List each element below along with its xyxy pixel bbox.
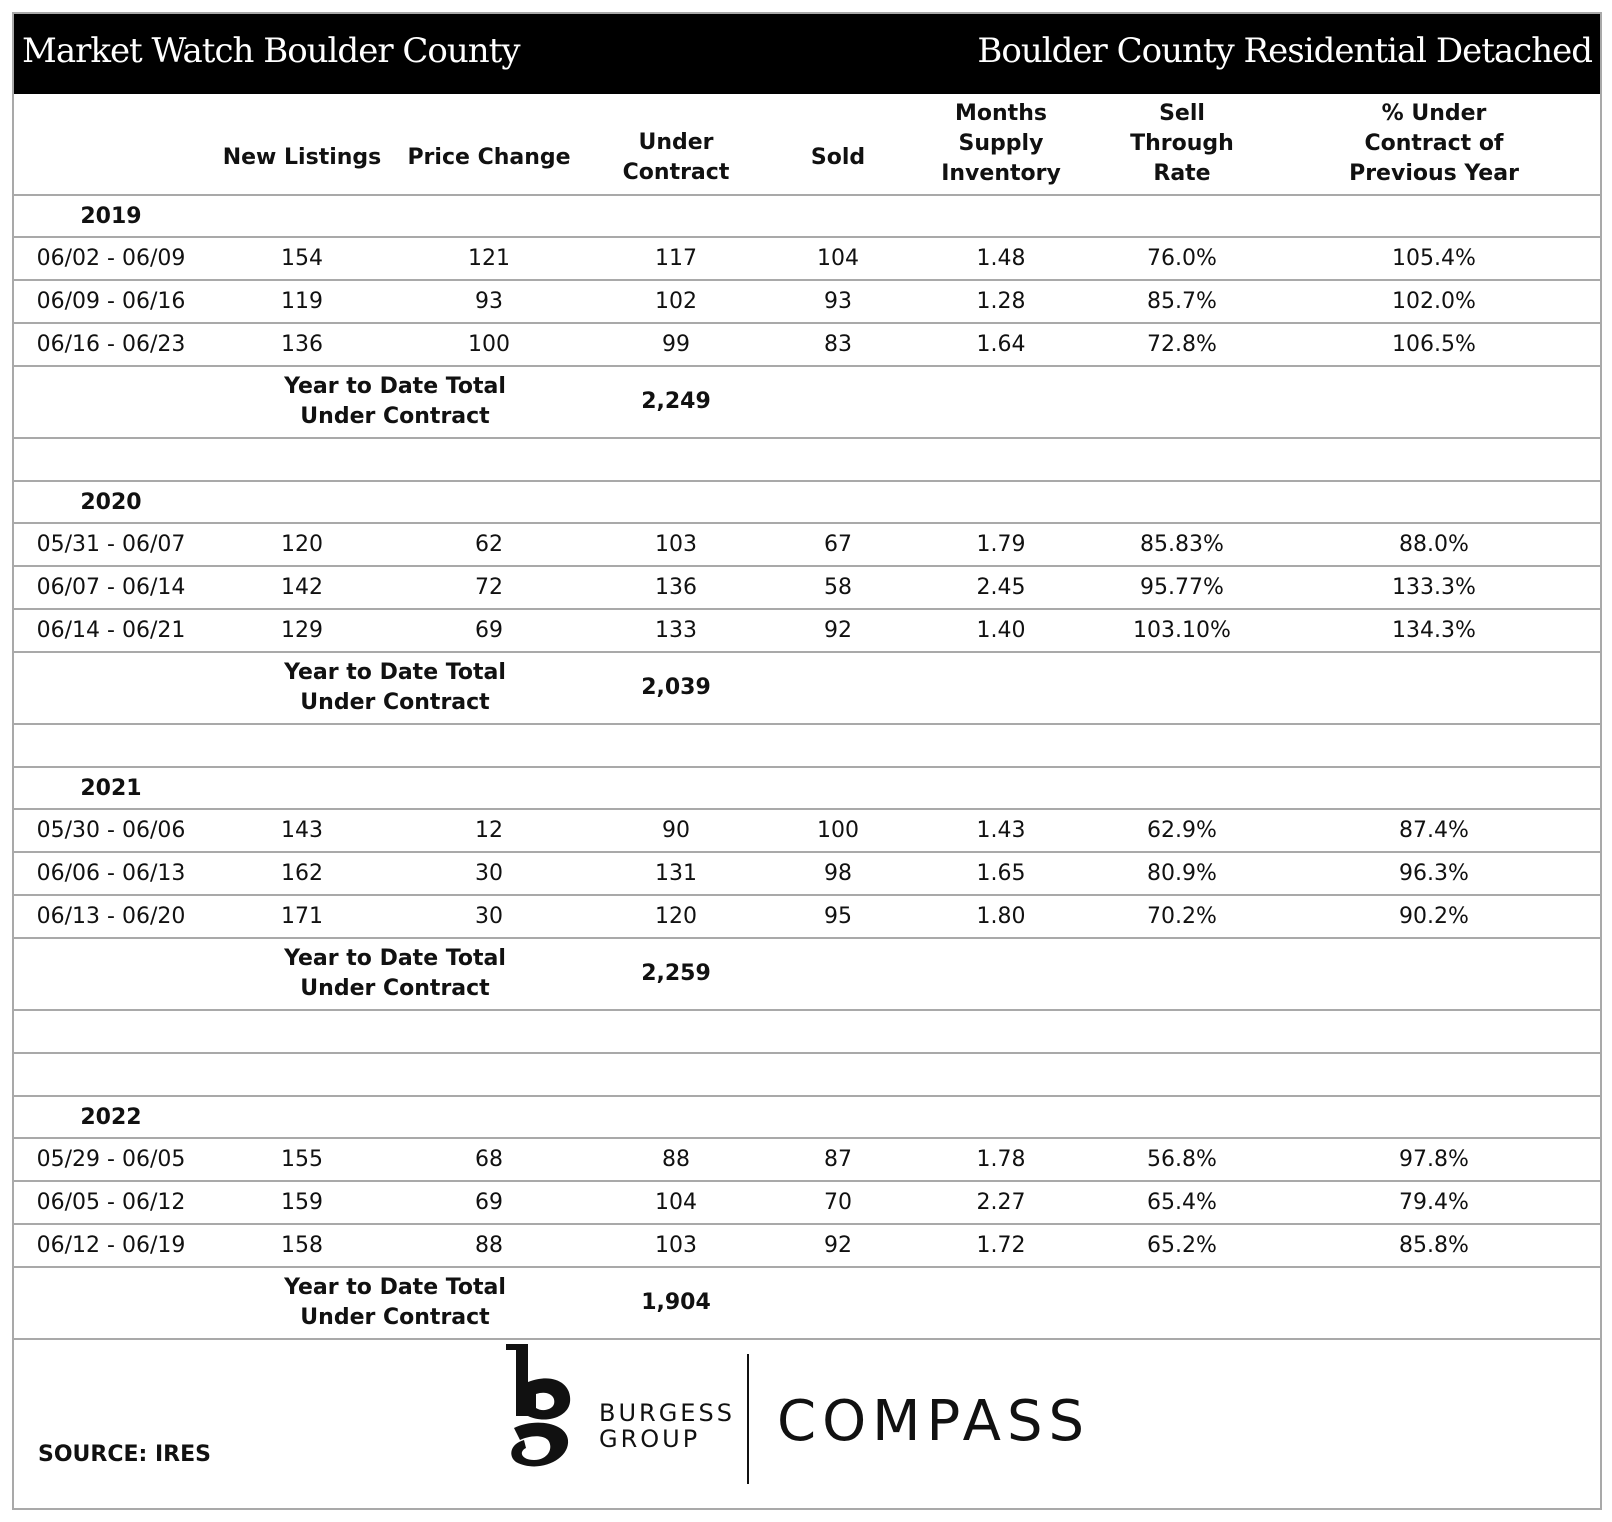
table-row xyxy=(14,566,1600,609)
table-cell: 119 xyxy=(281,289,323,314)
table-cell: 68 xyxy=(475,1147,503,1172)
table-cell: 171 xyxy=(281,904,323,929)
empty-cell xyxy=(1096,195,1268,237)
table-cell: 121 xyxy=(468,246,510,271)
table-cell: 85.7% xyxy=(1147,289,1217,314)
table-cell: 143 xyxy=(281,818,323,843)
table-cell: 98 xyxy=(824,861,852,886)
table-cell: 12 xyxy=(475,818,503,843)
burgess-group-logo xyxy=(599,1400,735,1452)
ytd-label: Year to Date Total Under Contract xyxy=(284,374,506,429)
table-cell: 06/02 - 06/09 xyxy=(36,246,186,271)
table-body xyxy=(14,94,1600,1339)
table-cell: 154 xyxy=(281,246,323,271)
table-cell: 80.9% xyxy=(1147,861,1217,886)
year-row xyxy=(14,767,1600,809)
report-subtitle: Boulder County Residential Detached xyxy=(977,31,1592,71)
empty-cell xyxy=(770,1267,906,1339)
table-row xyxy=(14,1138,1600,1181)
year-label: 2021 xyxy=(80,775,142,801)
empty-cell xyxy=(770,1096,906,1138)
empty-cell xyxy=(770,938,906,1010)
table-cell: 06/16 - 06/23 xyxy=(36,332,186,357)
empty-cell xyxy=(396,195,582,237)
ytd-total: 2,039 xyxy=(641,675,711,700)
empty-cell xyxy=(906,195,1096,237)
empty-cell xyxy=(906,1267,1096,1339)
logo-mark xyxy=(504,1344,584,1478)
empty-cell xyxy=(582,195,770,237)
table-cell: 06/14 - 06/21 xyxy=(36,618,186,643)
ytd-row xyxy=(14,1267,1600,1339)
table-cell: 95.77% xyxy=(1140,575,1224,600)
table-header-row xyxy=(14,94,1600,195)
year-label: 2019 xyxy=(80,203,142,229)
table-cell: 88 xyxy=(475,1233,503,1258)
empty-cell xyxy=(14,938,208,1010)
empty-cell xyxy=(906,481,1096,523)
column-header: Under Contract xyxy=(622,130,730,185)
empty-cell xyxy=(14,366,208,438)
year-row xyxy=(14,481,1600,523)
compass-logo: COMPASS xyxy=(777,1389,1091,1454)
table-cell: 104 xyxy=(655,1190,697,1215)
table-cell: 142 xyxy=(281,575,323,600)
table-cell: 72 xyxy=(475,575,503,600)
table-cell: 102 xyxy=(655,289,697,314)
table-cell: 162 xyxy=(281,861,323,886)
table-row xyxy=(14,280,1600,323)
table-row xyxy=(14,323,1600,366)
table-cell: 76.0% xyxy=(1147,246,1217,271)
table-cell: 1.28 xyxy=(976,289,1026,314)
table-cell: 1.40 xyxy=(976,618,1026,643)
empty-cell xyxy=(1268,938,1600,1010)
year-label: 2020 xyxy=(80,489,142,515)
table-cell: 134.3% xyxy=(1392,618,1476,643)
empty-cell xyxy=(1268,1267,1600,1339)
column-header: Sold xyxy=(810,145,866,170)
table-cell: 70 xyxy=(824,1190,852,1215)
table-cell: 133.3% xyxy=(1392,575,1476,600)
table-cell: 136 xyxy=(655,575,697,600)
table-cell: 2.27 xyxy=(976,1190,1026,1215)
empty-cell xyxy=(14,1010,1600,1053)
table-cell: 62 xyxy=(475,532,503,557)
table-cell: 83 xyxy=(824,332,852,357)
table-row xyxy=(14,609,1600,652)
table-cell: 1.80 xyxy=(976,904,1026,929)
market-table xyxy=(14,94,1600,1340)
column-header xyxy=(14,94,208,195)
table-cell: 06/06 - 06/13 xyxy=(36,861,186,886)
table-cell: 06/05 - 06/12 xyxy=(36,1190,186,1215)
ytd-label: Year to Date Total Under Contract xyxy=(284,946,506,1001)
table-row xyxy=(14,523,1600,566)
empty-cell xyxy=(906,767,1096,809)
table-cell: 65.2% xyxy=(1147,1233,1217,1258)
empty-cell xyxy=(1096,1096,1268,1138)
table-cell: 05/30 - 06/06 xyxy=(36,818,186,843)
table-cell: 87.4% xyxy=(1399,818,1469,843)
table-cell: 103.10% xyxy=(1133,618,1231,643)
table-cell: 97.8% xyxy=(1399,1147,1469,1172)
empty-cell xyxy=(208,481,396,523)
table-cell: 79.4% xyxy=(1399,1190,1469,1215)
empty-cell xyxy=(906,366,1096,438)
empty-cell xyxy=(396,1096,582,1138)
table-row xyxy=(14,809,1600,852)
table-row xyxy=(14,852,1600,895)
empty-cell xyxy=(1096,481,1268,523)
table-cell: 87 xyxy=(824,1147,852,1172)
table-cell: 1.78 xyxy=(976,1147,1026,1172)
table-cell: 62.9% xyxy=(1147,818,1217,843)
empty-cell xyxy=(1268,1096,1600,1138)
table-cell: 70.2% xyxy=(1147,904,1217,929)
table-cell: 99 xyxy=(662,332,690,357)
table-cell: 92 xyxy=(824,618,852,643)
empty-cell xyxy=(208,195,396,237)
table-cell: 120 xyxy=(655,904,697,929)
table-cell: 93 xyxy=(475,289,503,314)
table-cell: 1.43 xyxy=(976,818,1026,843)
empty-cell xyxy=(906,652,1096,724)
table-cell: 158 xyxy=(281,1233,323,1258)
empty-cell xyxy=(582,1096,770,1138)
table-cell: 90 xyxy=(662,818,690,843)
table-cell: 159 xyxy=(281,1190,323,1215)
logo-line-1: BURGESS xyxy=(599,1399,735,1427)
table-cell: 30 xyxy=(475,861,503,886)
empty-cell xyxy=(1096,767,1268,809)
table-row xyxy=(14,895,1600,938)
empty-cell xyxy=(770,767,906,809)
column-header: New Listings xyxy=(222,145,382,170)
logo-line-2: GROUP xyxy=(599,1425,701,1453)
table-cell: 2.45 xyxy=(976,575,1026,600)
table-cell: 56.8% xyxy=(1147,1147,1217,1172)
column-header: % Under Contract of Previous Year xyxy=(1349,101,1519,186)
table-cell: 88.0% xyxy=(1399,532,1469,557)
table-row xyxy=(14,237,1600,280)
empty-cell xyxy=(582,481,770,523)
table-row xyxy=(14,1224,1600,1267)
source-note: SOURCE: IRES xyxy=(38,1442,211,1467)
report-title: Market Watch Boulder County xyxy=(22,31,520,71)
table-cell: 85.83% xyxy=(1140,532,1224,557)
table-cell: 93 xyxy=(824,289,852,314)
table-cell: 117 xyxy=(655,246,697,271)
empty-cell xyxy=(770,366,906,438)
empty-cell xyxy=(396,481,582,523)
empty-cell xyxy=(1096,938,1268,1010)
ytd-total: 2,259 xyxy=(641,961,711,986)
table-row xyxy=(14,1181,1600,1224)
ytd-row xyxy=(14,938,1600,1010)
empty-cell xyxy=(14,1053,1600,1096)
table-cell: 88 xyxy=(662,1147,690,1172)
empty-cell xyxy=(208,767,396,809)
table-cell: 103 xyxy=(655,1233,697,1258)
table-cell: 100 xyxy=(468,332,510,357)
spacer-row xyxy=(14,1010,1600,1053)
ytd-label: Year to Date Total Under Contract xyxy=(284,1275,506,1330)
empty-cell xyxy=(906,938,1096,1010)
table-cell: 90.2% xyxy=(1399,904,1469,929)
column-header: Price Change xyxy=(407,145,571,170)
empty-cell xyxy=(14,438,1600,481)
table-cell: 58 xyxy=(824,575,852,600)
table-cell: 103 xyxy=(655,532,697,557)
table-cell: 06/07 - 06/14 xyxy=(36,575,186,600)
logo-divider xyxy=(747,1354,749,1484)
table-cell: 1.79 xyxy=(976,532,1026,557)
title-bar xyxy=(14,14,1600,94)
table-cell: 136 xyxy=(281,332,323,357)
empty-cell xyxy=(1268,481,1600,523)
table-cell: 129 xyxy=(281,618,323,643)
empty-cell xyxy=(1268,767,1600,809)
table-cell: 120 xyxy=(281,532,323,557)
empty-cell xyxy=(770,481,906,523)
spacer-row xyxy=(14,724,1600,767)
table-cell: 104 xyxy=(817,246,859,271)
table-cell: 105.4% xyxy=(1392,246,1476,271)
table-cell: 155 xyxy=(281,1147,323,1172)
table-cell: 133 xyxy=(655,618,697,643)
empty-cell xyxy=(770,195,906,237)
empty-cell xyxy=(208,1096,396,1138)
table-cell: 92 xyxy=(824,1233,852,1258)
year-row xyxy=(14,1096,1600,1138)
table-cell: 67 xyxy=(824,532,852,557)
empty-cell xyxy=(1096,366,1268,438)
spacer-row xyxy=(14,438,1600,481)
empty-cell xyxy=(1268,195,1600,237)
table-cell: 95 xyxy=(824,904,852,929)
table-cell: 106.5% xyxy=(1392,332,1476,357)
ytd-label: Year to Date Total Under Contract xyxy=(284,660,506,715)
ytd-row xyxy=(14,366,1600,438)
ytd-total: 2,249 xyxy=(641,389,711,414)
table-cell: 69 xyxy=(475,618,503,643)
ytd-row xyxy=(14,652,1600,724)
empty-cell xyxy=(770,652,906,724)
column-header: Months Supply Inventory xyxy=(941,101,1061,186)
empty-cell xyxy=(396,767,582,809)
empty-cell xyxy=(1096,652,1268,724)
empty-cell xyxy=(582,767,770,809)
empty-cell xyxy=(14,652,208,724)
table-cell: 30 xyxy=(475,904,503,929)
year-label: 2022 xyxy=(80,1104,142,1130)
table-cell: 06/13 - 06/20 xyxy=(36,904,186,929)
table-cell: 1.72 xyxy=(976,1233,1026,1258)
empty-cell xyxy=(906,1096,1096,1138)
ytd-total: 1,904 xyxy=(641,1290,711,1315)
spacer-row xyxy=(14,1053,1600,1096)
table-cell: 72.8% xyxy=(1147,332,1217,357)
column-header: Sell Through Rate xyxy=(1130,101,1234,186)
table-cell: 06/12 - 06/19 xyxy=(36,1233,186,1258)
empty-cell xyxy=(1096,1267,1268,1339)
empty-cell xyxy=(14,1267,208,1339)
empty-cell xyxy=(1268,652,1600,724)
table-cell: 96.3% xyxy=(1399,861,1469,886)
table-cell: 05/31 - 06/07 xyxy=(36,532,186,557)
table-cell: 85.8% xyxy=(1399,1233,1469,1258)
table-cell: 131 xyxy=(655,861,697,886)
table-cell: 1.65 xyxy=(976,861,1026,886)
market-watch-report xyxy=(12,12,1602,1510)
bg-logo-icon xyxy=(504,1344,584,1474)
empty-cell xyxy=(1268,366,1600,438)
table-cell: 1.64 xyxy=(976,332,1026,357)
year-row xyxy=(14,195,1600,237)
table-cell: 1.48 xyxy=(976,246,1026,271)
table-cell: 06/09 - 06/16 xyxy=(36,289,186,314)
empty-cell xyxy=(14,724,1600,767)
table-cell: 05/29 - 06/05 xyxy=(36,1147,186,1172)
table-cell: 102.0% xyxy=(1392,289,1476,314)
table-cell: 100 xyxy=(817,818,859,843)
table-cell: 69 xyxy=(475,1190,503,1215)
table-cell: 65.4% xyxy=(1147,1190,1217,1215)
